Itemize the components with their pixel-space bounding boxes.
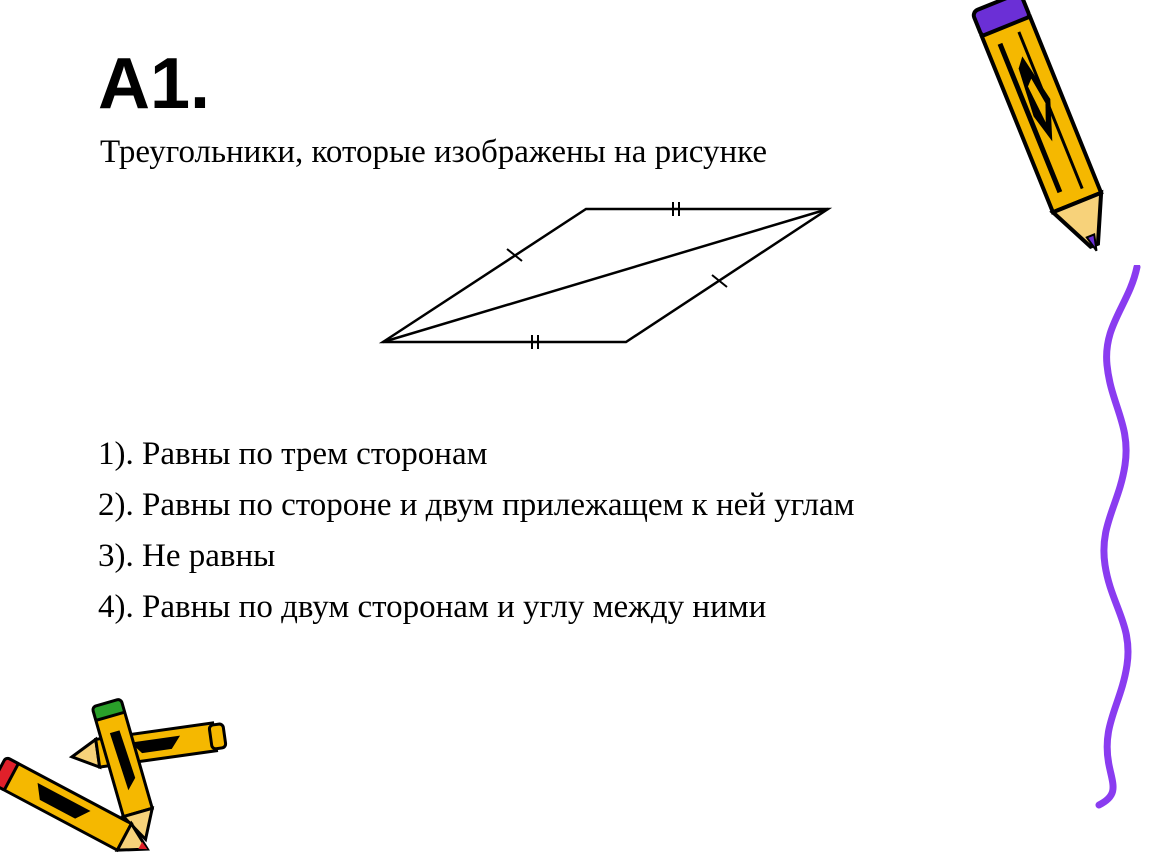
question-text: Треугольники, которые изображены на рисунке [100, 134, 767, 170]
crossed-pencils-icon [0, 695, 240, 855]
answer-option-4[interactable]: 4). Равны по двум сторонам и углу между ними [98, 589, 767, 625]
answer-option-3[interactable]: 3). Не равны [98, 538, 276, 574]
parallelogram-figure [370, 195, 840, 355]
diagonal-line [383, 209, 828, 342]
slide-title: A1. [98, 44, 211, 124]
answer-option-1[interactable]: 1). Равны по трем сторонам [98, 436, 488, 472]
answer-options [98, 432, 855, 636]
pencil-icon [960, 0, 1130, 280]
answer-option-2[interactable]: 2). Равны по стороне и двум прилежащем к ней углам [98, 487, 855, 523]
wavy-line [1085, 265, 1150, 810]
